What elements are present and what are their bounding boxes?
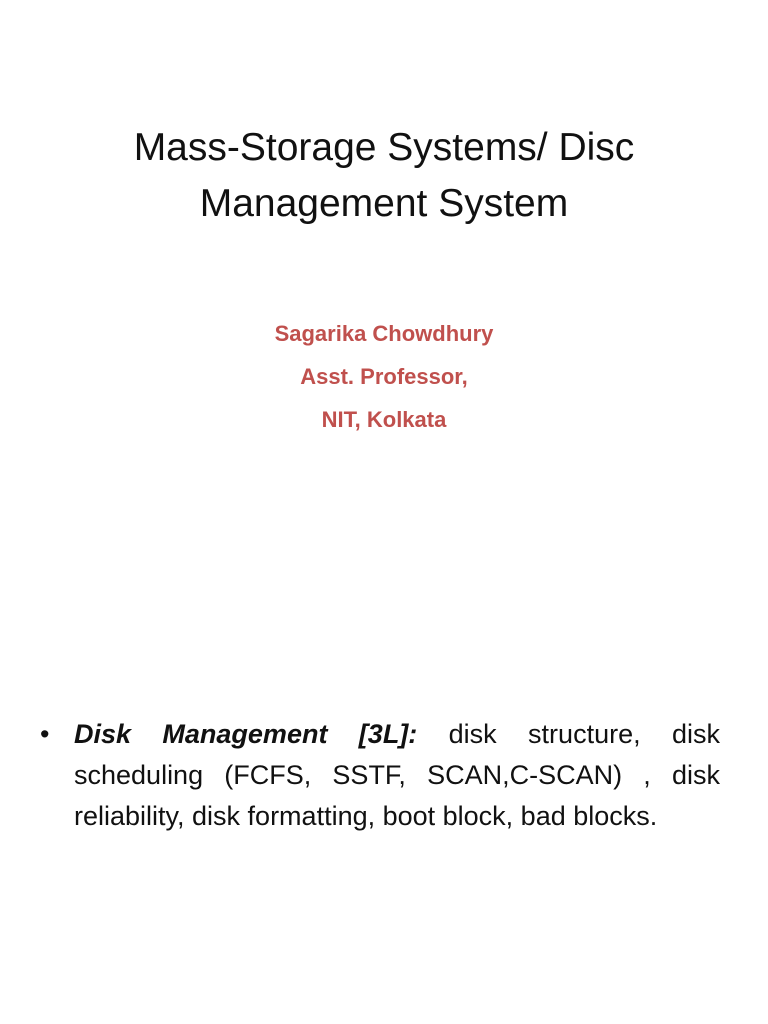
slide-title — [40, 120, 728, 232]
author-block — [40, 312, 728, 441]
author-name: Sagarika Chowdhury — [274, 321, 494, 346]
author-institute: NIT, Kolkata — [321, 407, 447, 432]
bullet-list — [40, 714, 720, 837]
slide-title-line-1: Mass-Storage Systems/ Disc — [133, 126, 635, 170]
bullet-icon: • — [40, 719, 50, 749]
bullet-body: disk structure, disk scheduling (FCFS, SSTF, SCAN,C-SCAN) , disk reliability, disk formatting, boot block, bad blocks. — [74, 719, 720, 831]
author-designation: Asst. Professor, — [300, 364, 468, 389]
bullet-text — [74, 714, 720, 837]
bullet-heading: Disk Management [3L]: — [74, 719, 418, 749]
slide-title-line-2: Management System — [199, 182, 569, 226]
bullet-item — [40, 714, 720, 837]
